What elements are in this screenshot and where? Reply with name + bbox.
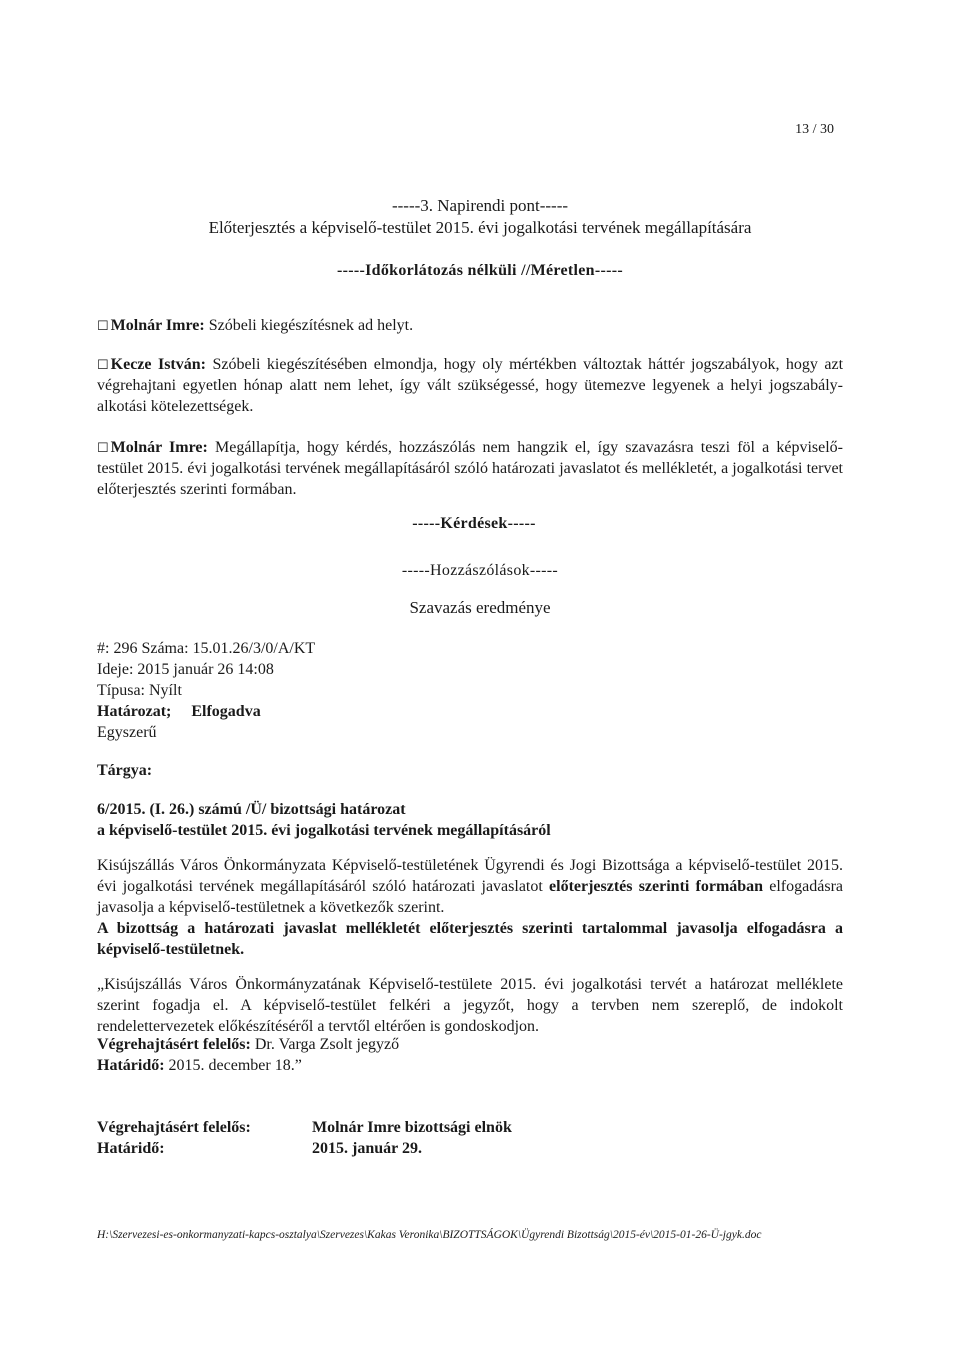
- speaker-text: Szóbeli kiegészítésnek ad helyt.: [208, 317, 414, 334]
- speaker-entry: [97, 437, 843, 500]
- vote-date: Ideje: 2015 január 26 14:08: [97, 661, 274, 678]
- responsible-exec-label: Végrehajtásért felelős:: [97, 1119, 251, 1136]
- comments-heading: -----Hozzászólások-----: [401, 562, 559, 579]
- checkbox-icon: ☐: [97, 440, 109, 455]
- resolution-emphasis: előterjesztés szerinti formában: [549, 878, 764, 895]
- resolution-title: [97, 799, 551, 841]
- responsible-deadline-label: Határidő:: [97, 1140, 165, 1157]
- quote-responsible: [97, 1034, 399, 1076]
- deadline-value: 2015. december 18.”: [164, 1057, 302, 1074]
- resolution-text: Kisújszállás Város Önkormányzata Képviselő-testületének Ügyrendi és Jogi Bizottsága a képviselő-testület 2015. évi jogalkotási tervének megállapításáról szóló határozati javaslatot: [97, 857, 843, 895]
- time-limit-heading: -----Időkorlátozás nélküli //Méretlen-----: [336, 262, 624, 279]
- vote-majority: Egyszerű: [97, 724, 157, 741]
- agenda-subject: Előterjesztés a képviselő-testület 2015. évi jogalkotási tervének megállapítására: [208, 218, 752, 237]
- speaker-name: Molnár Imre:: [110, 317, 205, 334]
- vote-number: #: 296 Száma: 15.01.26/3/0/A/KT: [97, 640, 316, 657]
- exec-value: Dr. Varga Zsolt jegyző: [250, 1036, 400, 1053]
- vote-type: Típusa: Nyílt: [97, 682, 182, 699]
- responsible-deadline-value: 2015. január 29.: [312, 1140, 422, 1157]
- page-number: 13 / 30: [795, 122, 834, 137]
- subject-label: Tárgya:: [97, 762, 153, 779]
- speaker-name: Kecze István:: [110, 356, 206, 373]
- deadline-label: Határidő:: [97, 1057, 165, 1074]
- checkbox-icon: ☐: [97, 318, 109, 333]
- responsible-exec-value: Molnár Imre bizottsági elnök: [312, 1119, 512, 1136]
- resolution-text-end: elfogadásra javasolja a képviselő-testületnek a következők szerint.: [97, 878, 843, 916]
- decision-value: Elfogadva: [191, 703, 261, 720]
- speaker-name: Molnár Imre:: [110, 439, 208, 456]
- speaker-text: Megállapítja, hogy kérdés, hozzászólás nem hangzik el, így szavazásra teszi föl a képviselő-testület 2015. évi jogalkotási tervének megállapításáról szóló határozati javaslatot és mellékletét, a jogalkotási tervet előterjesztés szerinti formában.: [97, 439, 843, 498]
- agenda-heading: -----3. Napirendi pont-----: [391, 196, 569, 215]
- exec-label: Végrehajtásért felelős:: [97, 1036, 251, 1053]
- footer-file-path: H:\Szervezesi-es-onkormanyzati-kapcs-osztalya\Szervezes\Kakas Veronika\BIZOTTSÁGOK\Ügyrendi Bizottság\2015-év\2015-01-26-Ü-jgyk.doc: [97, 1229, 762, 1241]
- resolution-title-line2: a képviselő-testület 2015. évi jogalkotási tervének megállapításáról: [97, 822, 551, 839]
- vote-result-heading: Szavazás eredménye: [409, 598, 551, 617]
- committee-recommendation: A bizottság a határozati javaslat mellékletét előterjesztés szerinti tartalommal javasolja elfogadásra a képviselő-testületnek.: [97, 920, 843, 958]
- speaker-entry: [97, 354, 843, 417]
- vote-details: [97, 638, 315, 743]
- council-decision-quote: „Kisújszállás Város Önkormányzatának Képviselő-testülete 2015. évi jogalkotási tervét a határozat melléklete szerint fogadja el. A képviselő-testület felkéri a jegyzőt, hogy a tervben nem szereplő, de indokolt rendelettervezetek előkészítéséről a tervtől eltérően is gondoskodjon.: [97, 976, 843, 1035]
- resolution-paragraph: [97, 855, 843, 918]
- resolution-title-line1: 6/2015. (I. 26.) számú /Ü/ bizottsági határozat: [97, 801, 406, 818]
- speaker-entry: [97, 315, 843, 336]
- vote-decision: [97, 701, 315, 722]
- questions-heading: -----Kérdések-----: [412, 515, 536, 532]
- speaker-text: Szóbeli kiegészítésében elmondja, hogy oly mértékben változtak háttér jogszabályok, hogy azt végrehajtani egyetlen hónap alatt nem lehet, így vált szükségessé, hogy ütemezve legyenek a helyi jogszabály-alkotási kötelezettségek.: [97, 356, 844, 415]
- checkbox-icon: ☐: [97, 357, 109, 372]
- responsible-block: [97, 1117, 512, 1159]
- decision-label: Határozat;: [97, 703, 172, 720]
